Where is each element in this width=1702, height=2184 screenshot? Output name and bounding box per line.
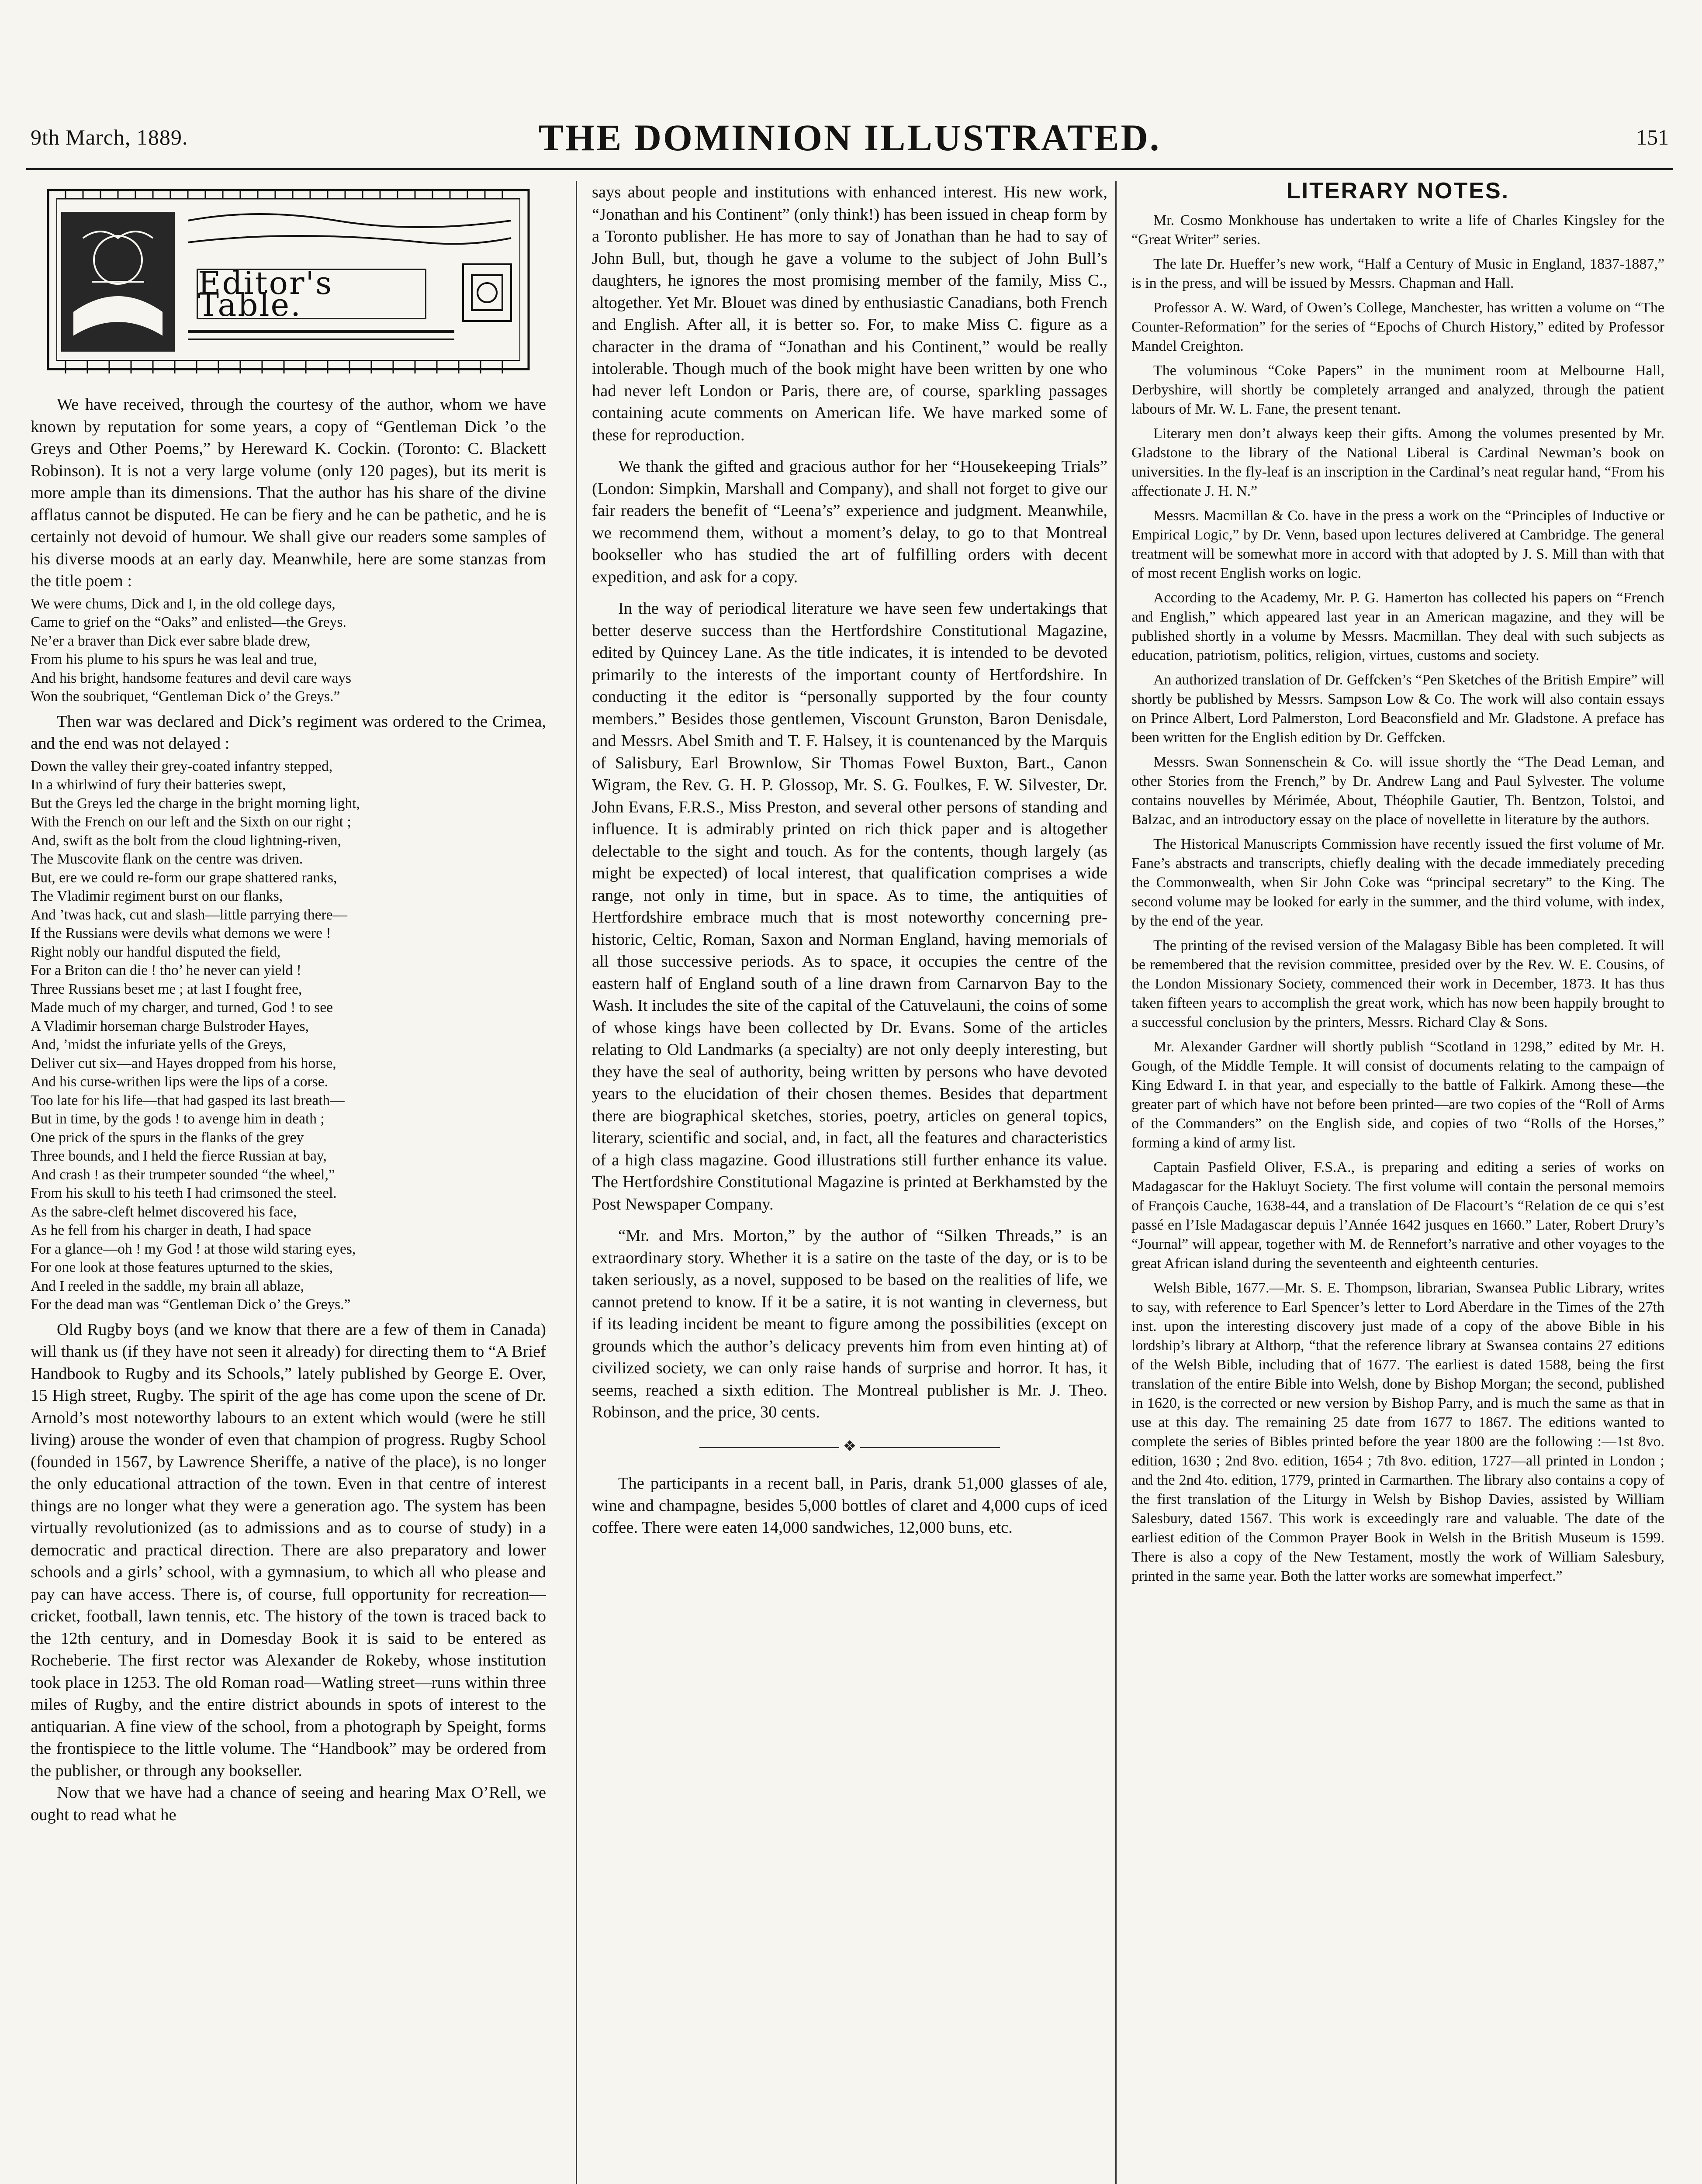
header-rule (26, 168, 1673, 170)
poem-line: Down the valley their grey-coated infantry stepped, (31, 758, 333, 774)
note-item: Mr. Alexander Gardner will shortly publish “Scotland in 1298,” edited by Mr. H. Gough, of the Middle Temple. It will consist of documents relating to the campaign of King Edward I. in that year, and especially to the battle of Falkirk. Among these—the greater part of which have not before been printed—are two copies of the “Roll of Arms of the Commanders” on the English side, and copies of two “Rolls of the Horses,” forming a kind of army list. (1131, 1039, 1664, 1151)
poem-line: From his skull to his teeth I had crimsoned the steel. (31, 1185, 337, 1201)
note-item: The Historical Manuscripts Commission have recently issued the first volume of Mr. Fane’s abstracts and transcripts, chiefly dealing with the decade immediately preceding the Commonwealth, when Sir John Coke was “principal secretary” to the King. The second volume may be looked for early in the summer, and the third volume, with index, by the end of the year. (1131, 836, 1664, 929)
paragraph: We thank the gifted and gracious author for her “Housekeeping Trials” (London: Simpkin, Marshall and Company), and shall not forget to give our fair readers the benefit of “Leena’s” experience and judgment. Meanwhile, we recommend them, without a moment’s delay, to go to that Montreal bookseller who has studied the art of fulfilling orders with decent expedition, and ask for a copy. (592, 457, 1107, 586)
section-ornament: ❖ (592, 1436, 1107, 1458)
poem-line: In a whirlwind of fury their batteries swept, (31, 777, 286, 793)
publication-title: THE DOMINION ILLUSTRATED. (538, 117, 1161, 159)
poem-line: Three Russians beset me ; at last I fought free, (31, 981, 302, 997)
paragraph: Then war was declared and Dick’s regiment was ordered to the Crimea, and the end was not delayed : (31, 712, 546, 753)
column-3 (1131, 181, 1664, 2184)
poem-line: The Muscovite flank on the centre was driven. (31, 851, 303, 867)
note-item: Literary men don’t always keep their gifts. Among the volumes presented by Mr. Gladstone to the library of the National Liberal is Cardinal Newman’s book on universities. In the fly-leaf is an inscription in the Cardinal’s neat regular hand, “From his affectionate J. H. N.” (1131, 425, 1664, 499)
page-number: 151 (1636, 125, 1669, 149)
note-item: Messrs. Swan Sonnenschein & Co. will issue shortly the “The Dead Leman, and other Stories from the French,” by Dr. Andrew Lang and Paul Sylvester. The volume contains nouvelles by Mérimée, About, Théophile Gautier, Th. Bentzon, Tolstoi, and Balzac, and an introductory essay on the place of novellette in literature by the authors. (1131, 754, 1664, 828)
poem-line: Too late for his life—that had gasped its last breath— (31, 1092, 345, 1109)
note-item: The printing of the revised version of the Malagasy Bible has been completed. It will be remembered that the revision committee, presided over by the Rev. W. E. Cousins, of the London Missionary Society, commenced their work in December, 1873. It has thus taken fifteen years to accomplish the great work, which has now been happily brought to a successful conclusion by the printers, Messrs. Richard Clay & Sons. (1131, 937, 1664, 1030)
poem-line: Made much of my charger, and turned, God ! to see (31, 999, 333, 1016)
poem-line: The Vladimir regiment burst on our flanks, (31, 888, 283, 904)
poem-line: For a Briton can die ! tho’ he never can yield ! (31, 962, 301, 978)
column-1 (31, 181, 546, 2184)
note-item: Welsh Bible, 1677.—Mr. S. E. Thompson, librarian, Swansea Public Library, writes to say, with reference to Earl Spencer’s letter to Lord Aberdare in the Times of the 27th inst. upon the interesting discovery just made of a copy of the above Bible in his lordship’s library at Althorp, “that the reference library at Swansea contains 27 editions of the Welsh Bible, including that of 1677. The earliest is dated 1588, being the first translation of the entire Bible into Welsh, done by Bishop Morgan; the second, published in 1620, is the corrected or new version by Bishop Parry, and is much the same as that in use at this day. The remaining 25 date from 1677 to 1867. The editions wanted to complete the series of Bibles printed before the year 1800 are the following :—1st 8vo. edition, 1630 ; 2nd 8vo. edition, 1654 ; 7th 8vo. edition, 1727—all printed in London ; and the 2nd 4to. edition, 1779, printed in Carmarthen. The library also contains a copy of the first translation of the Liturgy in Welsh by Bishop Davies, assisted by William Salesbury, dated 1567. This work is exceedingly rare and valuable. The date of the earliest edition of the Common Prayer Book in Welsh in the British Museum is 1599. There is also a copy of the New Testament, mostly the work of William Salesbury, printed in the same year. Both the latter works are somewhat imperfect.” (1131, 1280, 1664, 1584)
poem-line: But, ere we could re-form our grape shattered ranks, (31, 869, 337, 886)
note-item: Captain Pasfield Oliver, F.S.A., is preparing and editing a series of works on Madagascar for the Hakluyt Society. The first volume will contain the personal memoirs of François Cauche, 1638-44, and a translation of De Flacourt’s “Relation de ce qui s’est passé en l’Isle Madagascar depuis l’Année 1642 jusques en 1660.” Later, Robert Drury’s “Journal” will appear, together with M. de Rennefort’s narrative and other voyages to the great African island during the seventeenth and eighteenth centuries. (1131, 1159, 1664, 1272)
paragraph: The participants in a recent ball, in Paris, drank 51,000 glasses of ale, wine and champagne, besides 5,000 bottles of claret and 4,000 cups of iced coffee. There were eaten 14,000 sandwiches, 12,000 buns, etc. (592, 1474, 1107, 1537)
poem-line: Ne’er a braver than Dick ever sabre blade drew, (31, 632, 311, 649)
poem-line: From his plume to his spurs he was leal and true, (31, 651, 317, 667)
issue-date: 9th March, 1889. (31, 125, 188, 149)
poem-line: Came to grief on the “Oaks” and enlisted—the Greys. (31, 614, 346, 630)
poem-line: And his bright, handsome features and devil care ways (31, 670, 351, 686)
poem-line: As the sabre-cleft helmet discovered his face, (31, 1203, 297, 1220)
poem-line: Won the soubriquet, “Gentleman Dick o’ the Greys.” (31, 688, 340, 705)
poem-line: And ’twas hack, cut and slash—little parrying there— (31, 906, 348, 923)
paragraph: We have received, through the courtesy of the author, whom we have known by reputation for some years, a copy of “Gentleman Dick ’o the Greys and Other Poems,” by Hereward K. Cockin. (Toronto: C. Blackett Robinson). It is not a very large volume (only 120 pages), but its merit is more ample than its dimensions. That the author has his share of the divine afflatus cannot be disputed. He can be fiery and he can be pathetic, and he is certainly not devoid of humour. We shall give our readers some samples of his diverse moods at an early day. Meanwhile, here are some stanzas from the title poem : (31, 395, 546, 590)
poem-line: Deliver cut six—and Hayes dropped from his horse, (31, 1055, 336, 1071)
paragraph: “Mr. and Mrs. Morton,” by the author of “Silken Threads,” is an extraordinary story. Whether it is a satire on the taste of the day, or is to be taken seriously, as a novel, supposed to be based on the realities of life, we cannot pretend to know. If it be a satire, it is not wanting in cleverness, but if its leading incident be meant to figure among the possibilities (except on grounds which the author’s delicacy prevents him from even hinting at) of civilized society, we can only raise hands of surprise and horror. It has, it seems, reached a sixth edition. The Montreal publisher is Mr. J. Theo. Robinson, and the price, 30 cents. (592, 1227, 1107, 1421)
poem-line: And crash ! as their trumpeter sounded “the wheel,” (31, 1166, 335, 1183)
paragraph: Old Rugby boys (and we know that there are a few of them in Canada) will thank us (if they have not seen it already) for directing them to “A Brief Handbook to Rugby and its Schools,” lately published by George E. Over, 15 High street, Rugby. The spirit of the age has come upon the scene of Dr. Arnold’s most noteworthy labours to an extent which would (were he still living) arouse the wonder of even that champion of progress. Rugby School (founded in 1567, by Lawrence Sheriffe, a native of the place), is no longer the only educational attraction of the town. Even in that centre of interest things are no longer what they were a generation ago. The system has been virtually revolutionized (as to admissions and as to course of study) in a democratic and practical direction. There are also preparatory and lower schools and a girls’ school, with a gymnasium, to which all who please and pay can have access. There is, of course, full opportunity for recreation—cricket, football, lawn tennis, etc. The history of the town is traced back to the 12th century, and in Domesday Book it is said to be entered as Rocheberie. The first rector was Alexander de Rokeby, whose institution took place in 1253. The old Roman road—Watling street—runs within three miles of Rugby, and the entire district abounds in spots of interest to the antiquarian. A fine view of the school, from a photograph by Speight, forms the frontispiece to the little volume. The “Handbook” may be ordered from the publisher, or through any bookseller. (31, 1320, 546, 1780)
note-item: According to the Academy, Mr. P. G. Hamerton has collected his papers on “French and English,” which appeared last year in an American magazine, and they will be published shortly in a volume by Messrs. Macmillan. They deal with such subjects as education, patriotism, politics, religion, virtues, customs and society. (1131, 590, 1664, 663)
poem-line: And, swift as the bolt from the cloud lightning-riven, (31, 832, 341, 849)
poem-line: For one look at those features upturned to the skies, (31, 1259, 333, 1275)
literary-notes-heading: LITERARY NOTES. (1286, 181, 1510, 204)
poem-stanza (31, 595, 546, 706)
poem-line: But the Greys led the charge in the bright morning light, (31, 795, 360, 812)
paragraph: In the way of periodical literature we have seen few undertakings that better deserve success than the Hertfordshire Constitutional Magazine, edited by Quincey Lane. As the title indicates, it is intended to be devoted primarily to the interests of the important county of Hertfordshire. In conducting it the editor is “personally supported by the four county members.” Besides those gentlemen, Viscount Grunston, Baron Denisdale, and Messrs. Abel Smith and T. F. Halsey, it is countenanced by the Marquis of Salisbury, Earl Brownlow, Sir Thomas Fowel Buxton, Bart., Canon Wigram, the Rev. G. H. P. Glossop, Mr. S. G. Foulkes, F. W. Silvester, Dr. John Evans, F.R.S., Miss Preston, and several other persons of standing and influence. It is admirably printed on rich thick paper and is altogether delectable to the sight and touch. As for the contents, though largely (as might be expected) of local interest, that qualification comprises a wide range, not only in time, but in space. As to time, the antiquities of Hertfordshire embrace much that is most noteworthy concerning pre-historic, Celtic, Roman, Saxon and Norman England, having memorials of all those successive periods. As to space, it occupies the centre of the eastern half of England south of a line drawn from Carnarvon Bay to the Wash. It includes the site of the capital of the Catuvelauni, the coins of some of whose kings have been collected by Dr. Evans. Some of the articles relating to Old Landmarks (a specialty) are not only deeply interesting, but they have the seal of authority, being written by persons who have devoted years to the elucidation of their chosen themes. Besides that department there are biographical sketches, stories, poetry, articles on general topics, literary, scientific and social, and, in fact, all the features and characteristics of a high class magazine. Good illustrations still further enhance its value. The Hertfordshire Constitutional Magazine is printed at Berkhamsted by the Post Newspaper Company. (592, 599, 1107, 1213)
poem-line: If the Russians were devils what demons we were ! (31, 925, 331, 941)
poem-line: And, ’midst the infuriate yells of the Greys, (31, 1037, 287, 1053)
poem-stanza (31, 757, 546, 1314)
poem-line: And I reeled in the saddle, my brain all ablaze, (31, 1278, 304, 1294)
poem-line: A Vladimir horseman charge Bulstroder Hayes, (31, 1018, 309, 1034)
column-divider (576, 181, 577, 2184)
note-item: An authorized translation of Dr. Geffcken’s “Pen Sketches of the British Empire” will shortly be published by Messrs. Sampson Low & Co. The work will also contain essays on Prince Albert, Lord Palmerston, Lord Beaconsfield and Mr. Gladstone. A preface has been written for the English edition by Dr. Geffcken. (1131, 672, 1664, 746)
poem-line: With the French on our left and the Sixth on our right ; (31, 814, 351, 830)
paragraph: Now that we have had a chance of seeing and hearing Max O’Rell, we ought to read what he (31, 1783, 546, 1824)
running-head (31, 111, 1669, 173)
note-item: Mr. Cosmo Monkhouse has undertaken to write a life of Charles Kingsley for the “Great Writer” series. (1131, 212, 1664, 248)
poem-line: Right nobly our handful disputed the field, (31, 943, 281, 960)
note-item: The late Dr. Hueffer’s new work, “Half a Century of Music in England, 1837-1887,” is in the press, and will be issued by Messrs. Chapman and Hall. (1131, 256, 1664, 291)
poem-line: Three bounds, and I held the fierce Russian at bay, (31, 1148, 327, 1164)
note-item: Messrs. Macmillan & Co. have in the press a work on the “Principles of Inductive or Empirical Logic,” by Dr. Venn, based upon lectures delivered at Cambridge. The general treatment will be somewhat more in accord with that adopted by J. S. Mill than with that of most recent English works on logic. (1131, 508, 1664, 581)
poem-line: As he fell from his charger in death, I had space (31, 1222, 311, 1238)
editors-table-banner (31, 181, 546, 387)
column-2 (592, 181, 1107, 2184)
column-divider (1115, 181, 1117, 2184)
poem-line: One prick of the spurs in the flanks of the grey (31, 1129, 304, 1146)
editors-table-title: Editor's Table. (197, 269, 426, 319)
poem-line: For the dead man was “Gentleman Dick o’ the Greys.” (31, 1296, 351, 1313)
poem-line: We were chums, Dick and I, in the old college days, (31, 595, 336, 612)
note-item: The voluminous “Coke Papers” in the muniment room at Melbourne Hall, Derbyshire, will shortly be completely arranged and analyzed, through the patient labours of Mr. W. L. Fane, the present tenant. (1131, 363, 1664, 417)
poem-line: For a glance—oh ! my God ! at those wild staring eyes, (31, 1241, 356, 1257)
note-item: Professor A. W. Ward, of Owen’s College, Manchester, has written a volume on “The Counter-Reformation” for the series of “Epochs of Church History,” edited by Professor Mandel Creighton. (1131, 300, 1664, 354)
poem-line: But in time, by the gods ! to avenge him in death ; (31, 1111, 325, 1127)
paragraph: says about people and institutions with enhanced interest. His new work, “Jonathan and his Continent” (only think!) has been issued in cheap form by a Toronto publisher. He has more to say of Jonathan than he had to say of John Bull, but, though he gave a volume to the subject of John Bull’s daughters, he ignores the most promising member of the family, Miss C., altogether. Yet Mr. Blouet was dined by enthusiastic Canadians, both French and English. After all, it is better so. For, to make Miss C. figure as a character in the drama of “Jonathan and his Continent,” would be really intolerable. Though much of the book might have been written by one who had never left London or Paris, there are, of course, sparkling passages containing acute comments on American life. We have marked some of these for reproduction. (592, 183, 1107, 444)
poem-line: And his curse-writhen lips were the lips of a corse. (31, 1074, 328, 1090)
